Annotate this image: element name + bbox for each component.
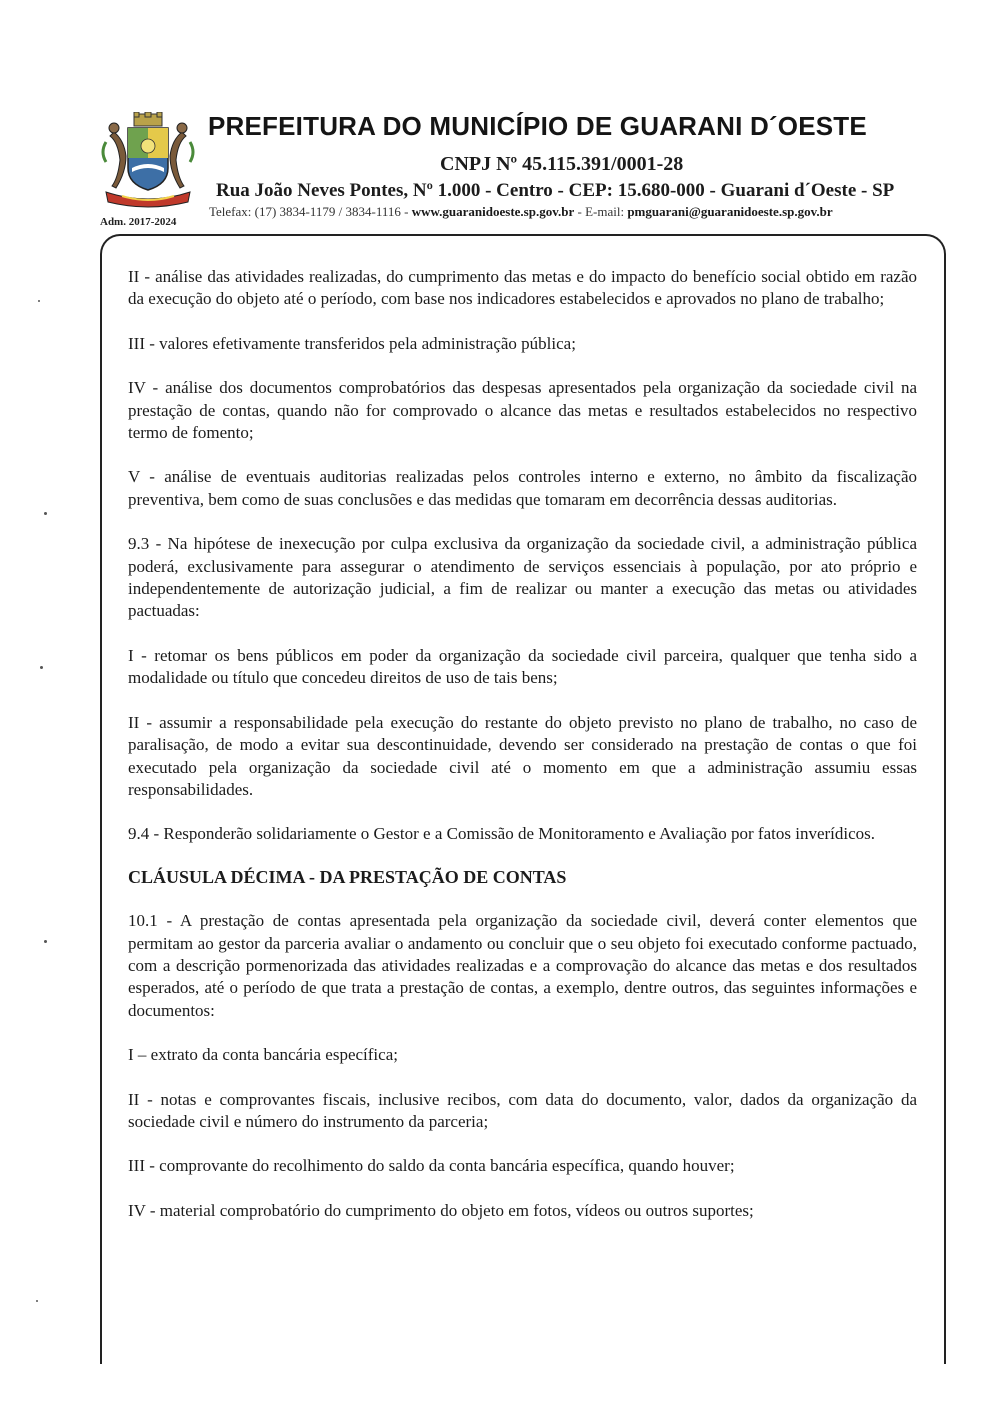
paragraph: II - notas e comprovantes fiscais, inclusive recibos, com data do documento, valor, dados da organização da sociedade civil e número do instrumento da parceria;	[128, 1089, 917, 1131]
paragraph: 10.1 - A prestação de contas apresentada pela organização da sociedade civil, deverá conter elementos que permitam ao gestor da parceria avaliar o andamento ou concluir que o seu objeto foi executado conforme pactuado, com a descrição pormenorizada das atividades realizadas e a comprovação do alcance das metas e dos resultados esperados, até o período de que trata a prestação de contas, a exemplo, dentre outros, das seguintes informações e documentos:	[128, 911, 917, 1020]
paragraph: 9.3 - Na hipótese de inexecução por culpa exclusiva da organização da sociedade civil, a administração pública poderá, exclusivamente para assegurar o atendimento de serviços essenciais à população, por ato próprio e independentemente de autorização judicial, a fim de realizar ou manter a execução das metas ou atividades pactuadas:	[128, 534, 917, 621]
paragraph: III - comprovante do recolhimento do saldo da conta bancária específica, quando houver;	[128, 1156, 735, 1176]
document-body	[128, 266, 917, 1244]
municipal-address: Rua João Neves Pontes, Nº 1.000 - Centro - CEP: 15.680-000 - Guarani d´Oeste - SP	[216, 180, 895, 201]
paragraph: I - retomar os bens públicos em poder da organização da sociedade civil parceira, qualquer que tenha sido a modalidade ou título que concedeu direitos de uso de tais bens;	[128, 645, 917, 688]
email-address: pmguarani@guaranidoeste.sp.gov.br	[627, 204, 833, 219]
paragraph: II - análise das atividades realizadas, do cumprimento das metas e do impacto do benefício social obtido em razão da execução do objeto até o período, com base nos indicadores estabelecidos e aprovados no plano de trabalho;	[128, 267, 917, 309]
municipal-coat-of-arms-icon	[98, 112, 198, 210]
speck	[40, 666, 43, 669]
letterhead	[0, 0, 992, 240]
speck	[38, 300, 40, 302]
paragraph: II - assumir a responsabilidade pela execução do restante do objeto previsto no plano de trabalho, no caso de paralisação, de modo a evitar sua descontinuidade, devendo ser considerado na prestação de contas o que foi executado pela organização da sociedade civil até o momento em que a administração assumiu essas responsabilidades.	[128, 712, 917, 799]
paragraph: V - análise de eventuais auditorias realizadas pelos controles interno e externo, no âmbito da fiscalização preventiva, bem como de suas conclusões e das medidas que tomaram em decorrência dessas auditorias.	[128, 467, 917, 509]
cnpj-number: CNPJ Nº 45.115.391/0001-28	[440, 153, 684, 175]
administration-period: Adm. 2017-2024	[100, 216, 177, 228]
speck	[36, 1300, 38, 1302]
paragraph: IV - material comprobatório do cumprimento do objeto em fotos, vídeos ou outros suportes;	[128, 1200, 754, 1220]
speck	[44, 512, 47, 515]
website-link: www.guaranidoeste.sp.gov.br	[411, 204, 575, 219]
contact-line	[209, 204, 833, 220]
email-label: - E-mail:	[574, 204, 628, 219]
speck	[44, 940, 47, 943]
section-heading: CLÁUSULA DÉCIMA - DA PRESTAÇÃO DE CONTAS	[128, 866, 567, 887]
paragraph: IV - análise dos documentos comprobatórios das despesas apresentados pela organização da sociedade civil na prestação de contas, quando não for comprovado o alcance das metas e resultados estabelecidos no respectivo termo de fomento;	[128, 378, 917, 443]
paragraph: 9.4 - Responderão solidariamente o Gestor e a Comissão de Monitoramento e Avaliação por fatos inverídicos.	[128, 824, 876, 844]
header-title: PREFEITURA DO MUNICÍPIO DE GUARANI D´OESTE	[208, 111, 867, 141]
paragraph: I – extrato da conta bancária específica;	[128, 1045, 398, 1065]
telefax-text: Telefax: (17) 3834-1179 / 3834-1116 -	[209, 204, 412, 219]
paragraph: III - valores efetivamente transferidos pela administração pública;	[128, 333, 576, 353]
